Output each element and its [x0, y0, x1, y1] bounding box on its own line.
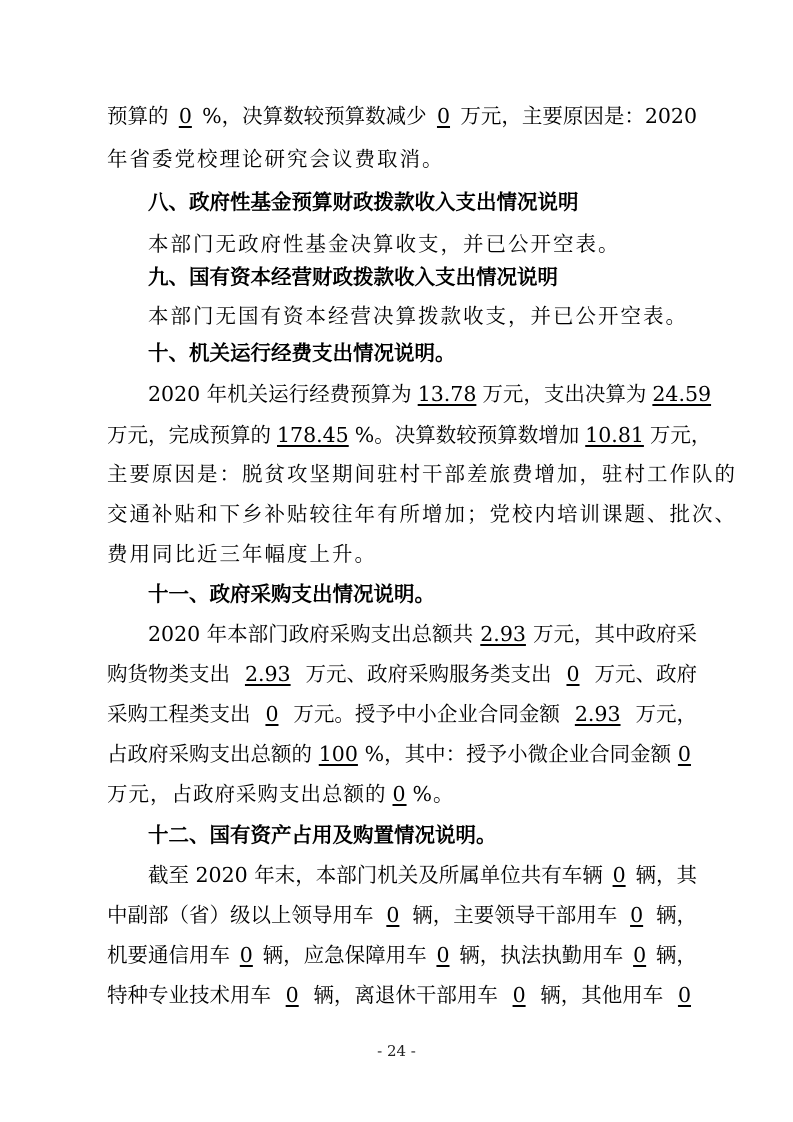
underlined-value: 0 — [265, 702, 279, 726]
underlined-value: 10.81 — [585, 423, 644, 447]
underlined-value: 0 — [633, 943, 647, 967]
paragraph-line: 预算的 0 %，决算数较预算数减少 0 万元，主要原因是：2020 — [107, 104, 697, 128]
paragraph-line: 截至 2020 年末，本部门机关及所属单位共有车辆 0 辆，其 — [148, 863, 697, 887]
underlined-value: 2.93 — [244, 662, 291, 686]
underlined-value: 0 — [677, 742, 691, 766]
paragraph-line: 购货物类支出 2.93 万元、政府采购服务类支出 0 万元、政府 — [107, 662, 697, 686]
page-number: - 24 - — [377, 1042, 416, 1060]
underlined-value: 0 — [436, 943, 450, 967]
section-heading: 十、机关运行经费支出情况说明。 — [148, 341, 456, 365]
paragraph-line: 年省委党校理论研究会议费取消。 — [107, 147, 445, 171]
underlined-value: 100 — [318, 742, 358, 766]
paragraph-line: 中副部（省）级以上领导用车 0 辆，主要领导干部用车 0 辆， — [107, 903, 697, 927]
paragraph-line: 机要通信用车 0 辆，应急保障用车 0 辆，执法执勤用车 0 辆， — [107, 943, 697, 967]
underlined-value: 0 — [239, 943, 253, 967]
underlined-value: 24.59 — [652, 382, 712, 406]
underlined-value: 0 — [566, 662, 580, 686]
paragraph-line: 主要原因是：脱贫攻坚期间驻村干部差旅费增加，驻村工作队的 — [107, 462, 737, 486]
paragraph-line: 本部门无政府性基金决算收支，并已公开空表。 — [148, 232, 621, 256]
paragraph-line: 万元，占政府采购支出总额的 0 %。 — [107, 782, 455, 806]
underlined-value: 0 — [512, 983, 526, 1007]
underlined-value: 0 — [677, 983, 691, 1007]
paragraph-line: 本部门无国有资本经营决算拨款收支，并已公开空表。 — [148, 304, 688, 328]
underlined-value: 0 — [630, 903, 644, 927]
paragraph-line: 交通补贴和下乡补贴较往年有所增加；党校内培训课题、批次、 — [107, 502, 737, 526]
underlined-value: 2.93 — [480, 622, 526, 646]
underlined-value: 0 — [612, 863, 626, 887]
section-heading: 十一、政府采购支出情况说明。 — [148, 582, 435, 606]
underlined-value: 2.93 — [574, 702, 621, 726]
underlined-value: 13.78 — [417, 382, 477, 406]
paragraph-line: 费用同比近三年幅度上升。 — [107, 542, 377, 566]
underlined-value: 0 — [436, 104, 451, 128]
paragraph-line: 特种专业技术用车 0 辆，离退休干部用车 0 辆，其他用车 0 — [107, 982, 697, 1008]
section-heading: 八、政府性基金预算财政拨款收入支出情况说明 — [148, 190, 579, 214]
paragraph-line: 2020 年本部门政府采购支出总额共 2.93 万元，其中政府采 — [148, 622, 697, 646]
section-heading: 十二、国有资产占用及购置情况说明。 — [148, 823, 497, 847]
paragraph-line: 采购工程类支出 0 万元。授予中小企业合同金额 2.93 万元， — [107, 702, 697, 726]
underlined-value: 0 — [178, 104, 192, 128]
paragraph-line: 万元，完成预算的 178.45 %。决算数较预算数增加 10.81 万元， — [107, 423, 712, 447]
underlined-value: 0 — [392, 782, 407, 806]
underlined-value: 0 — [386, 903, 400, 927]
section-heading: 九、国有资本经营财政拨款收入支出情况说明 — [148, 265, 558, 289]
underlined-value: 178.45 — [277, 423, 349, 447]
paragraph-line: 占政府采购支出总额的 100 %，其中：授予小微企业合同金额 0 — [107, 741, 697, 767]
underlined-value: 0 — [285, 983, 299, 1007]
paragraph-line: 2020 年机关运行经费预算为 13.78 万元，支出决算为 24.59 — [148, 381, 697, 407]
